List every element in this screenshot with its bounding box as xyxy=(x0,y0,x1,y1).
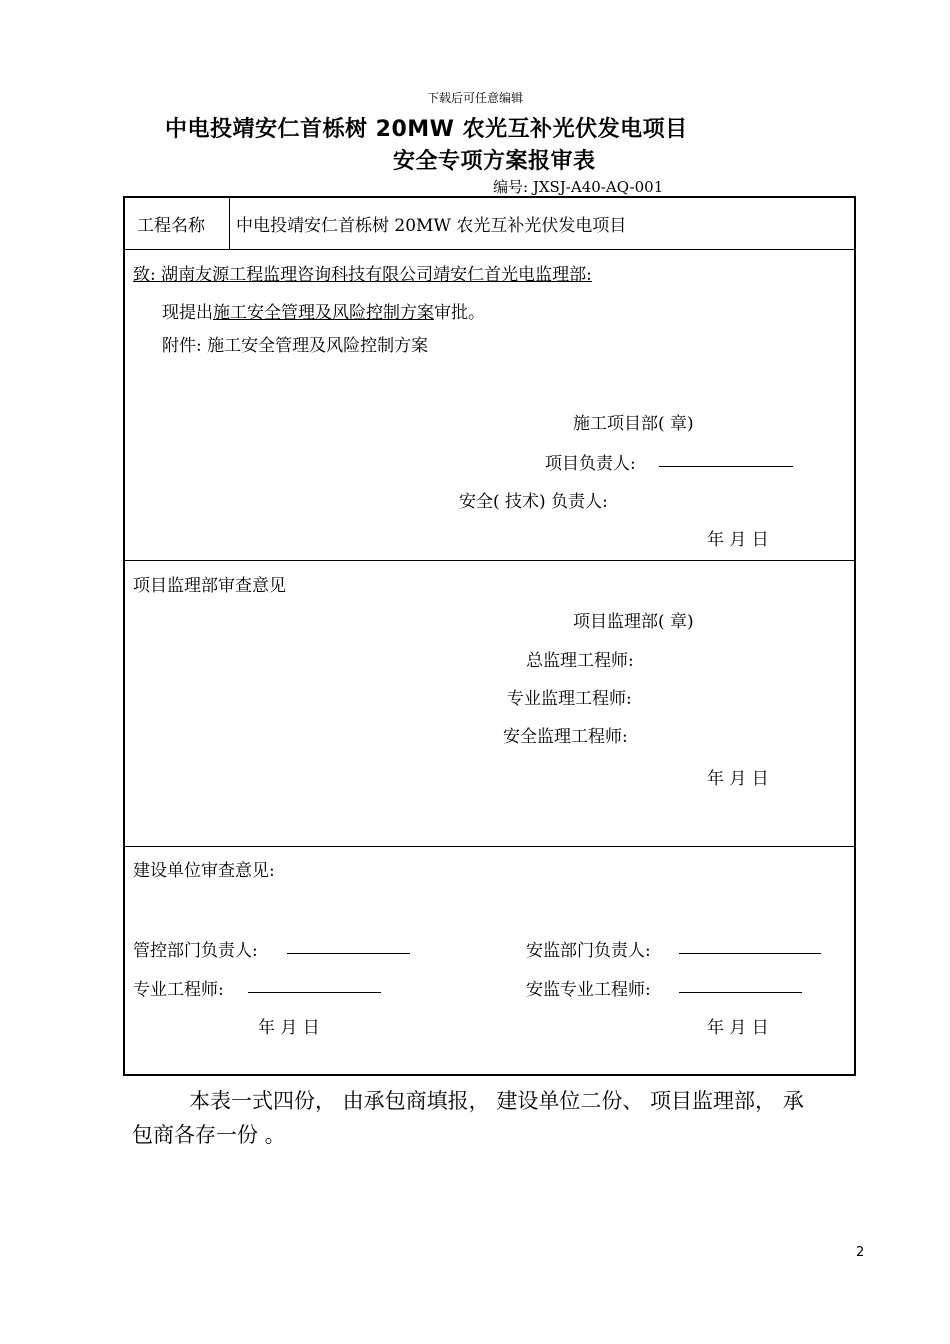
submission-prefix: 现提出 xyxy=(162,303,213,323)
date-owner-right: 年 月 日 xyxy=(707,1018,769,1038)
date-construction: 年 月 日 xyxy=(707,530,769,550)
professional-engineer-signature-line xyxy=(248,975,381,993)
project-name-value: 中电投靖安仁首栎树 20MW 农光互补光伏发电项目 xyxy=(236,216,627,236)
supervision-opinion-heading: 项目监理部审查意见 xyxy=(133,576,286,596)
construction-dept-stamp: 施工项目部( 章) xyxy=(573,414,694,434)
note-line-1: 本表一式四份， 由承包商填报， 建设单位二份、 项目监理部， 承 xyxy=(189,1089,804,1113)
approval-form-table xyxy=(123,196,856,1076)
date-supervision: 年 月 日 xyxy=(707,769,769,789)
title-line-2: 安全专项方案报审表 xyxy=(393,149,596,174)
addressee-line: 致: 湖南友源工程监理咨询科技有限公司靖安仁首光电监理部: xyxy=(133,265,592,285)
owner-opinion-heading: 建设单位审查意见: xyxy=(133,861,275,881)
submission-line xyxy=(162,298,485,323)
title-line-1: 中电投靖安仁首栎树 20MW 农光互补光伏发电项目 xyxy=(165,117,688,142)
chief-engineer-label: 总监理工程师: xyxy=(526,651,634,671)
row-divider-1 xyxy=(125,249,854,250)
attachment-line: 附件: 施工安全管理及风险控制方案 xyxy=(162,336,429,356)
professional-engineer-label: 专业工程师: xyxy=(133,980,224,1000)
control-dept-leader-label: 管控部门负责人: xyxy=(133,941,258,961)
label-divider xyxy=(229,198,230,249)
submission-plan-name: 施工安全管理及风险控制方案 xyxy=(213,303,434,323)
project-leader-signature-line xyxy=(659,449,793,467)
specialty-engineer-label: 专业监理工程师: xyxy=(507,689,632,709)
safety-dept-leader-signature-line xyxy=(679,936,821,954)
supervision-dept-stamp: 项目监理部( 章) xyxy=(573,612,694,632)
safety-dept-leader-label: 安监部门负责人: xyxy=(526,941,651,961)
project-leader-label: 项目负责人: xyxy=(545,454,636,474)
page-number: 2 xyxy=(856,1245,865,1260)
safety-professional-engineer-label: 安监专业工程师: xyxy=(526,980,651,1000)
submission-suffix: 审批。 xyxy=(434,303,485,323)
note-line-2: 包商各存一份 。 xyxy=(132,1123,286,1147)
control-dept-leader-signature-line xyxy=(287,936,410,954)
project-name-label: 工程名称 xyxy=(137,216,205,236)
date-owner-left: 年 月 日 xyxy=(258,1018,320,1038)
row-divider-3 xyxy=(125,846,854,847)
document-number: 编号: JXSJ-A40-AQ-001 xyxy=(493,178,664,196)
watermark-text: 下载后可任意编辑 xyxy=(426,91,523,105)
row-divider-2 xyxy=(125,560,854,561)
safety-professional-engineer-signature-line xyxy=(679,975,802,993)
safety-engineer-label: 安全监理工程师: xyxy=(503,727,628,747)
safety-leader-label: 安全( 技术) 负责人: xyxy=(459,492,608,512)
